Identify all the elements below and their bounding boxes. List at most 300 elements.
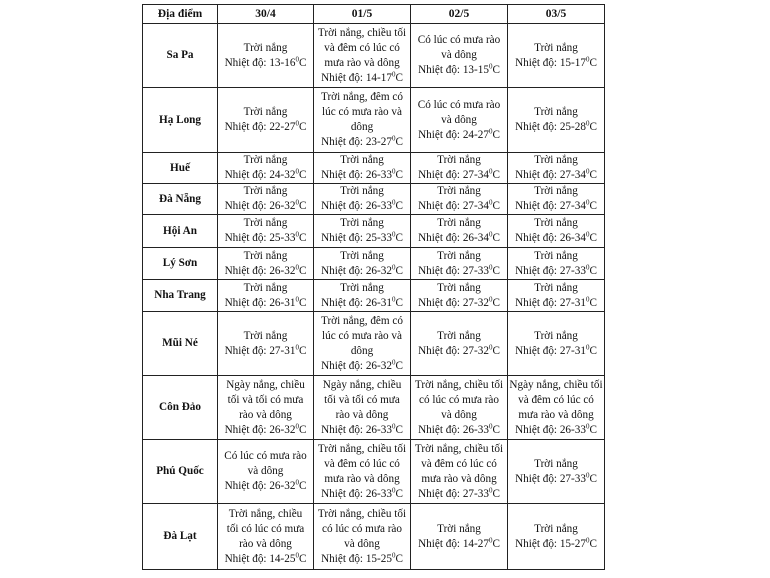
temperature-range	[219, 296, 312, 311]
degree-mark: 0	[585, 535, 590, 544]
temperature-value: Nhiệt độ: 14-27	[418, 537, 489, 550]
weather-description: dông	[350, 344, 374, 357]
temperature-unit: C	[298, 423, 307, 436]
weather-description: Trời nắng	[534, 522, 578, 535]
weather-description: Có lúc có mưa rào	[417, 98, 501, 111]
forecast-cell	[218, 440, 314, 504]
temperature-value: Nhiệt độ: 13-16	[224, 56, 296, 69]
temperature-unit: C	[589, 344, 597, 357]
table-row	[143, 248, 605, 280]
location-cell: Côn Đảo	[143, 376, 218, 440]
degree-mark: 0	[391, 69, 396, 78]
temperature-range	[412, 296, 506, 311]
temperature-value: Nhiệt độ: 26-31	[224, 296, 296, 309]
temperature-value: Nhiệt độ: 26-32	[224, 423, 296, 436]
header-location: Địa điểm	[143, 5, 218, 24]
degree-mark: 0	[295, 421, 299, 430]
temperature-value: Nhiệt độ: 25-28	[515, 121, 586, 133]
weather-description: Trời nắng	[534, 329, 578, 342]
temperature-unit: C	[298, 480, 307, 492]
temperature-range	[219, 56, 312, 71]
weather-description: Trời nắng	[437, 185, 481, 197]
location-cell: Sa Pa	[143, 24, 218, 88]
temperature-value: Nhiệt độ: 15-17	[515, 56, 586, 69]
temperature-value: Nhiệt độ: 23-27	[321, 136, 392, 148]
temperature-range	[315, 359, 409, 374]
weather-description: Trời nắng	[534, 41, 578, 54]
forecast-cell	[314, 376, 411, 440]
weather-description: Trời nắng	[340, 217, 384, 229]
temperature-unit: C	[589, 472, 597, 485]
weather-description: Trời nắng	[534, 457, 578, 470]
temperature-value: Nhiệt độ: 27-34	[515, 200, 586, 212]
temperature-value: Nhiệt độ: 27-33	[418, 487, 489, 500]
weather-description: và dông	[441, 408, 477, 421]
degree-mark: 0	[295, 294, 299, 303]
temperature-value: Nhiệt độ: 27-34	[418, 200, 489, 212]
temperature-range	[219, 423, 312, 438]
weather-description: rào và dông	[335, 408, 389, 421]
weather-description: Trời nắng	[437, 217, 481, 229]
temperature-unit: C	[395, 487, 403, 500]
degree-mark: 0	[488, 126, 493, 135]
weather-description: Trời nắng	[437, 154, 481, 166]
temperature-value: Nhiệt độ: 26-33	[321, 423, 392, 436]
temperature-range	[412, 487, 506, 502]
weather-description: Trời nắng, đêm có	[321, 314, 403, 327]
degree-mark: 0	[391, 421, 396, 430]
location-cell: Mũi Né	[143, 312, 218, 376]
temperature-unit: C	[395, 136, 403, 148]
weather-description: và đêm có lúc có	[324, 41, 400, 54]
temperature-value: Nhiệt độ: 13-15	[418, 64, 489, 76]
temperature-unit: C	[395, 232, 403, 244]
temperature-range	[412, 264, 506, 279]
forecast-cell	[411, 312, 508, 376]
temperature-unit: C	[492, 169, 500, 181]
temperature-value: Nhiệt độ: 26-32	[224, 264, 296, 277]
forecast-cell	[314, 24, 411, 88]
degree-mark: 0	[391, 230, 396, 239]
temperature-range	[412, 231, 506, 246]
temperature-unit: C	[298, 232, 307, 244]
table-row	[143, 504, 605, 570]
temperature-range	[509, 168, 603, 183]
temperature-range	[412, 128, 506, 143]
forecast-cell	[218, 215, 314, 248]
degree-mark: 0	[585, 119, 590, 128]
degree-mark: 0	[391, 134, 396, 143]
weather-description: Trời nắng	[243, 154, 288, 166]
degree-mark: 0	[488, 421, 493, 430]
temperature-unit: C	[492, 296, 500, 309]
temperature-unit: C	[589, 264, 597, 277]
degree-mark: 0	[295, 119, 299, 128]
forecast-cell	[314, 153, 411, 184]
temperature-value: Nhiệt độ: 27-32	[418, 344, 489, 357]
degree-mark: 0	[488, 198, 493, 207]
temperature-range	[315, 199, 409, 214]
location-cell: Lý Sơn	[143, 248, 218, 280]
table-row	[143, 376, 605, 440]
temperature-unit: C	[492, 423, 500, 436]
temperature-unit: C	[395, 200, 403, 212]
weather-description: mưa rào và dông	[421, 472, 497, 485]
weather-description: Trời nắng	[437, 522, 481, 535]
forecast-cell	[218, 280, 314, 312]
temperature-value: Nhiệt độ: 26-31	[321, 296, 392, 309]
temperature-range	[509, 56, 603, 71]
forecast-cell	[218, 312, 314, 376]
weather-description: tối và tối có mưa	[227, 393, 304, 406]
forecast-cell	[314, 215, 411, 248]
degree-mark: 0	[585, 54, 590, 63]
forecast-cell	[314, 504, 411, 570]
forecast-cell	[508, 248, 605, 280]
temperature-value: Nhiệt độ: 15-27	[515, 537, 586, 550]
weather-description: Trời nắng	[243, 106, 288, 118]
weather-description: Có lúc có mưa rào	[224, 450, 307, 462]
temperature-unit: C	[492, 537, 500, 550]
degree-mark: 0	[295, 550, 299, 559]
degree-mark: 0	[295, 198, 299, 207]
temperature-range	[219, 231, 312, 246]
temperature-value: Nhiệt độ: 26-33	[321, 200, 392, 212]
temperature-range	[315, 231, 409, 246]
header-date-3: 02/5	[411, 5, 508, 24]
forecast-cell	[508, 24, 605, 88]
degree-mark: 0	[391, 550, 396, 559]
forecast-cell	[411, 376, 508, 440]
weather-description: Trời nắng, chiều tối	[317, 442, 407, 455]
weather-description: tối và tối có mưa	[324, 393, 400, 406]
temperature-range	[412, 199, 506, 214]
degree-mark: 0	[488, 535, 493, 544]
location-cell: Nha Trang	[143, 280, 218, 312]
temperature-unit: C	[492, 232, 500, 244]
weather-description: có lúc có mưa rào	[322, 522, 402, 535]
temperature-range	[412, 63, 506, 78]
weather-description: mưa rào và dông	[324, 56, 400, 69]
temperature-value: Nhiệt độ: 27-33	[515, 472, 586, 485]
weather-description: Trời nắng, chiều tối	[317, 507, 407, 520]
forecast-cell	[508, 88, 605, 153]
degree-mark: 0	[585, 198, 590, 207]
temperature-range	[315, 71, 409, 86]
forecast-cell	[411, 215, 508, 248]
weather-description: Trời nắng	[243, 41, 288, 54]
forecast-cell	[508, 280, 605, 312]
temperature-range	[509, 231, 603, 246]
temperature-value: Nhiệt độ: 26-33	[418, 423, 489, 436]
temperature-value: Nhiệt độ: 27-31	[515, 296, 586, 309]
temperature-value: Nhiệt độ: 27-33	[418, 264, 489, 277]
degree-mark: 0	[295, 478, 299, 487]
temperature-unit: C	[298, 200, 307, 212]
temperature-unit: C	[492, 64, 500, 76]
location-cell: Đà Nẵng	[143, 184, 218, 215]
weather-description: Trời nắng	[437, 281, 481, 294]
forecast-cell	[314, 184, 411, 215]
degree-mark: 0	[488, 342, 493, 351]
degree-mark: 0	[295, 230, 299, 239]
weather-description: lúc có mưa rào và	[322, 106, 402, 118]
temperature-unit: C	[395, 169, 403, 181]
weather-description: Trời nắng	[534, 249, 578, 262]
temperature-unit: C	[492, 344, 500, 357]
location-cell: Hạ Long	[143, 88, 218, 153]
forecast-cell	[411, 88, 508, 153]
temperature-unit: C	[492, 487, 500, 500]
degree-mark: 0	[391, 485, 396, 494]
forecast-cell	[508, 312, 605, 376]
temperature-range	[219, 479, 312, 494]
temperature-value: Nhiệt độ: 26-32	[224, 480, 296, 492]
weather-description: Trời nắng, chiều	[228, 507, 303, 520]
weather-description: Trời nắng	[534, 217, 578, 229]
weather-description: và đêm có lúc có	[324, 457, 400, 470]
forecast-cell	[508, 376, 605, 440]
forecast-cell	[508, 504, 605, 570]
temperature-value: Nhiệt độ: 26-34	[515, 232, 586, 244]
degree-mark: 0	[295, 54, 299, 63]
header-row	[143, 5, 605, 24]
temperature-unit: C	[589, 537, 597, 550]
degree-mark: 0	[585, 167, 590, 176]
degree-mark: 0	[488, 230, 493, 239]
forecast-cell	[314, 312, 411, 376]
weather-description: và đêm có lúc có	[421, 457, 497, 470]
temperature-range	[412, 423, 506, 438]
weather-description: Trời nắng	[340, 249, 384, 262]
temperature-unit: C	[395, 552, 403, 565]
temperature-value: Nhiệt độ: 27-33	[515, 264, 586, 277]
table-row	[143, 312, 605, 376]
temperature-unit: C	[298, 552, 307, 565]
temperature-range	[412, 344, 506, 359]
temperature-range	[315, 135, 409, 150]
degree-mark: 0	[391, 294, 396, 303]
temperature-range	[509, 296, 603, 311]
weather-description: Trời nắng	[243, 185, 288, 197]
degree-mark: 0	[488, 294, 493, 303]
degree-mark: 0	[391, 357, 396, 366]
temperature-unit: C	[492, 264, 500, 277]
weather-description: Trời nắng	[243, 329, 288, 342]
degree-mark: 0	[295, 342, 299, 351]
degree-mark: 0	[585, 470, 590, 479]
weather-forecast-table	[142, 4, 605, 570]
temperature-value: Nhiệt độ: 27-34	[418, 169, 489, 181]
temperature-range	[219, 344, 312, 359]
temperature-range	[219, 120, 312, 135]
forecast-cell	[411, 24, 508, 88]
weather-description: Ngày nắng, chiều	[226, 378, 305, 391]
weather-description: Ngày nắng, chiều	[322, 378, 402, 391]
degree-mark: 0	[488, 485, 493, 494]
table-row	[143, 440, 605, 504]
weather-description: Trời nắng	[243, 281, 288, 294]
temperature-range	[412, 537, 506, 552]
temperature-value: Nhiệt độ: 26-32	[321, 359, 392, 372]
forecast-cell	[218, 504, 314, 570]
temperature-unit: C	[395, 359, 403, 372]
weather-description: mưa rào và dông	[518, 408, 594, 421]
temperature-value: Nhiệt độ: 14-25	[224, 552, 296, 565]
degree-mark: 0	[488, 62, 493, 71]
weather-description: Trời nắng	[340, 185, 384, 197]
temperature-unit: C	[395, 296, 403, 309]
weather-description: Trời nắng	[340, 281, 384, 294]
forecast-cell	[314, 88, 411, 153]
forecast-cell	[411, 248, 508, 280]
weather-description: và dông	[247, 465, 284, 477]
temperature-range	[315, 487, 409, 502]
temperature-range	[509, 472, 603, 487]
weather-description: tối có lúc có mưa	[226, 522, 305, 535]
weather-description: mưa rào và dông	[324, 472, 400, 485]
header-date-2: 01/5	[314, 5, 411, 24]
temperature-range	[315, 264, 409, 279]
forecast-cell	[218, 248, 314, 280]
location-cell: Phú Quốc	[143, 440, 218, 504]
forecast-cell	[314, 280, 411, 312]
temperature-value: Nhiệt độ: 25-33	[224, 232, 296, 244]
table-body	[143, 24, 605, 570]
weather-description: Trời nắng, chiều tối	[414, 378, 504, 391]
table-row	[143, 184, 605, 215]
temperature-unit: C	[298, 56, 307, 69]
forecast-cell	[314, 440, 411, 504]
degree-mark: 0	[391, 262, 396, 271]
forecast-cell	[314, 248, 411, 280]
temperature-value: Nhiệt độ: 22-27	[224, 121, 296, 133]
degree-mark: 0	[585, 262, 590, 271]
forecast-cell	[218, 88, 314, 153]
forecast-cell	[411, 504, 508, 570]
temperature-value: Nhiệt độ: 26-32	[321, 264, 392, 277]
weather-description: dông	[350, 121, 374, 133]
table-row	[143, 24, 605, 88]
location-cell: Đà Lạt	[143, 504, 218, 570]
temperature-value: Nhiệt độ: 15-25	[321, 552, 392, 565]
weather-description: Có lúc có mưa rào	[417, 34, 501, 46]
degree-mark: 0	[391, 198, 396, 207]
weather-description: Trời nắng	[437, 249, 481, 262]
temperature-range	[219, 264, 312, 279]
forecast-cell	[411, 184, 508, 215]
forecast-cell	[508, 215, 605, 248]
temperature-value: Nhiệt độ: 27-34	[515, 169, 586, 181]
weather-description: và đêm có lúc có	[518, 393, 594, 406]
temperature-unit: C	[395, 264, 403, 277]
weather-description: lúc có mưa rào và	[322, 329, 402, 342]
temperature-unit: C	[298, 169, 307, 181]
forecast-cell	[411, 280, 508, 312]
temperature-range	[315, 296, 409, 311]
weather-description: có lúc có mưa rào	[419, 393, 499, 406]
forecast-cell	[508, 153, 605, 184]
temperature-unit: C	[589, 423, 597, 436]
temperature-value: Nhiệt độ: 26-33	[321, 169, 392, 181]
temperature-range	[509, 344, 603, 359]
forecast-cell	[218, 376, 314, 440]
temperature-unit: C	[589, 169, 597, 181]
forecast-cell	[218, 153, 314, 184]
weather-description: Ngày nắng, chiều tối	[509, 378, 603, 391]
temperature-unit: C	[395, 423, 403, 436]
degree-mark: 0	[585, 342, 590, 351]
weather-description: Trời nắng	[243, 217, 288, 229]
temperature-unit: C	[298, 121, 307, 133]
temperature-range	[219, 552, 312, 567]
degree-mark: 0	[295, 167, 299, 176]
temperature-value: Nhiệt độ: 26-33	[321, 487, 392, 500]
temperature-value: Nhiệt độ: 26-34	[418, 232, 489, 244]
temperature-value: Nhiệt độ: 26-32	[224, 200, 296, 212]
header-date-1: 30/4	[218, 5, 314, 24]
weather-description: và dông	[441, 113, 477, 126]
degree-mark: 0	[585, 230, 590, 239]
temperature-range	[219, 168, 312, 183]
table-row	[143, 215, 605, 248]
forecast-cell	[411, 440, 508, 504]
temperature-range	[315, 552, 409, 567]
degree-mark: 0	[488, 262, 493, 271]
forecast-cell	[411, 153, 508, 184]
temperature-range	[509, 423, 603, 438]
weather-description: Trời nắng, chiều tối	[414, 442, 504, 455]
location-cell: Huế	[143, 153, 218, 184]
temperature-value: Nhiệt độ: 24-27	[418, 128, 489, 141]
temperature-range	[509, 537, 603, 552]
table-row	[143, 88, 605, 153]
weather-description: rào và dông	[239, 408, 292, 421]
forecast-cell	[508, 184, 605, 215]
temperature-range	[315, 168, 409, 183]
table-row	[143, 153, 605, 184]
location-cell: Hội An	[143, 215, 218, 248]
temperature-range	[219, 199, 312, 214]
weather-description: Trời nắng	[340, 154, 384, 166]
temperature-unit: C	[589, 296, 597, 309]
temperature-range	[509, 199, 603, 214]
weather-description: Trời nắng	[534, 106, 578, 118]
header-date-4: 03/5	[508, 5, 605, 24]
temperature-unit: C	[298, 344, 307, 357]
temperature-range	[509, 120, 603, 135]
temperature-value: Nhiệt độ: 24-32	[224, 169, 296, 181]
weather-description: Trời nắng	[437, 329, 481, 342]
temperature-unit: C	[298, 264, 307, 277]
weather-description: Trời nắng	[534, 154, 578, 166]
temperature-value: Nhiệt độ: 25-33	[321, 232, 392, 244]
forecast-cell	[218, 24, 314, 88]
table-row	[143, 280, 605, 312]
temperature-unit: C	[589, 200, 597, 212]
temperature-unit: C	[492, 128, 500, 141]
weather-description: và dông	[441, 49, 477, 61]
temperature-value: Nhiệt độ: 27-32	[418, 296, 489, 309]
degree-mark: 0	[585, 421, 590, 430]
temperature-range	[509, 264, 603, 279]
temperature-unit: C	[589, 232, 597, 244]
degree-mark: 0	[585, 294, 590, 303]
weather-description: rào và dông	[239, 537, 292, 550]
forecast-cell	[508, 440, 605, 504]
temperature-unit: C	[589, 56, 597, 69]
degree-mark: 0	[488, 167, 493, 176]
